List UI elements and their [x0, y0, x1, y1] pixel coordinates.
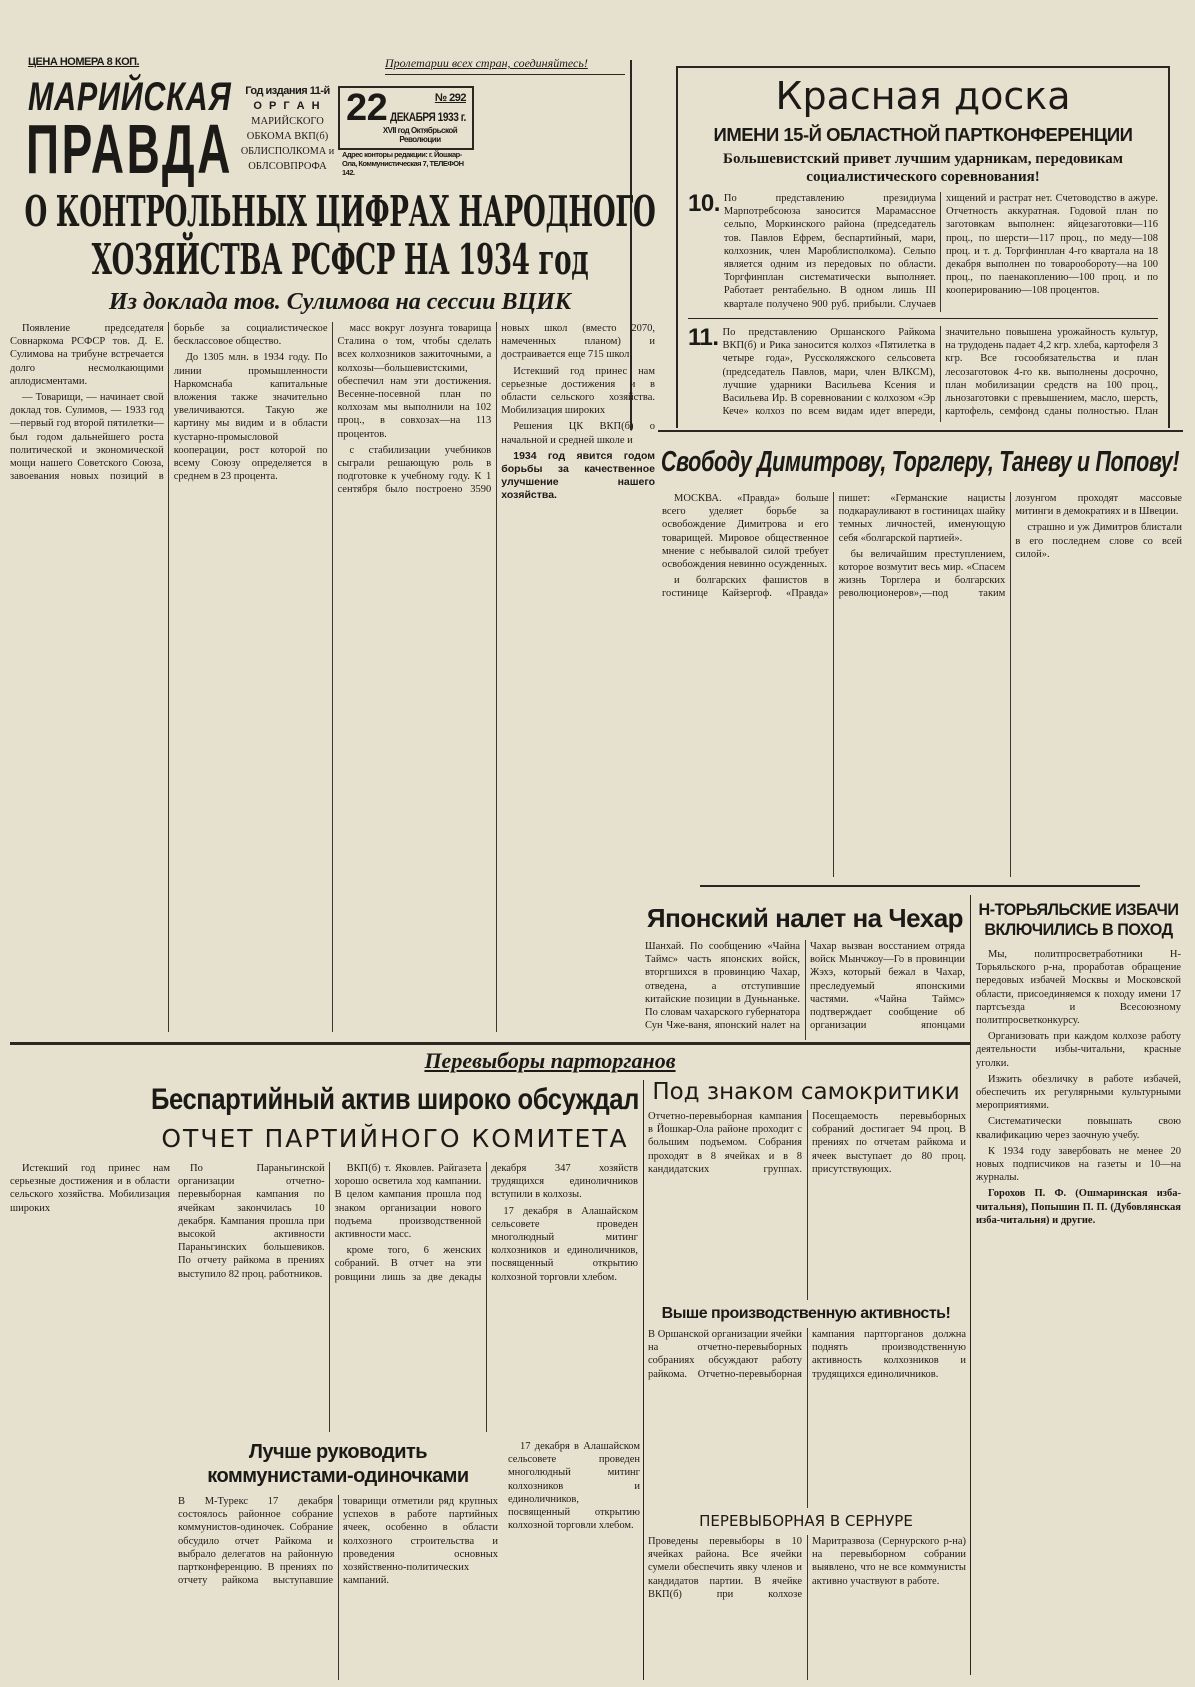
sernur-headline: ПЕРЕВЫБОРНАЯ В СЕРНУРЕ: [699, 1512, 913, 1530]
organ-line: ОБКОМА ВКП(б): [246, 131, 329, 142]
organ-line: МАРИЙСКОГО: [251, 116, 324, 127]
divider: [658, 430, 1183, 432]
red-board-greeting: Большевистский привет лучшим ударникам, передовикам социалистического соревнования!: [723, 151, 1123, 185]
self-criticism-headline: Под знаком самокритики: [652, 1079, 960, 1105]
publisher-block: [240, 84, 335, 174]
aktiv-left-column: [10, 1162, 170, 1677]
dimitrov-headline: Свободу Димитрову, Торглеру, Таневу и Попову!: [660, 446, 1180, 478]
toryal-body: [976, 948, 1181, 1678]
dimitrov-body: [662, 492, 1182, 877]
organ-line: ОБЛИСПОЛКОМА и: [240, 146, 335, 157]
paragraph: Горохов П. Ф. (Ошмаринская изба-читальня), Попышин П. П. (Дубовлянская изба-читальня) и другие.: [976, 1188, 1181, 1226]
paragraph: с стабилизации учебников сыграли решающую роль в подготовке к учебному году. К 1 сентября было построено 3590 новых школ (вместо 2070, намеченных планом) и достраивается еще 715 школ.: [337, 323, 655, 496]
item-text: По представлению президиума Марпотребсоюза заносится Марамассное сельпо, Моркинского района (председатель тов. Павлов Ефрем, беспартийный, мари, колхозник, член Мароблисполкома). Сельпо является одним из передовых по области. Торгфинплан систематически выполняет. Работает рентабельно. В одном лишь III квартале получено 900 руб. прибыли. Случаев хищений и растрат нет. Счетоводство в ажуре. Отчетность аккуратная. Годовой план по заготовкам выполнен: яйцезаготовки—116 проц., по шерсти—117 проц., по меду—108 проц. и т. д. Торгфинплан 4-го квартала на 18 декабря выполнен по товарообороту—на 100 проц., по паенакоплению—100 проц. и по кооперированию—108 процентов.: [723, 193, 1158, 310]
aktiv-body: [178, 1162, 638, 1432]
price-label: ЦЕНА НОМЕРА 8 КОП.: [28, 56, 140, 68]
date-month: ДЕКАБРЯ 1933 г.: [390, 110, 466, 124]
divider: [970, 895, 971, 1675]
paragraph: ВКП(б) т. Яковлев. Райгазета хорошо осветила ход кампании. В целом кампания прошла под знаком организации нового подъема производственной активности масс.: [334, 1163, 482, 1241]
reelections-rubric: Перевыборы парторганов: [424, 1048, 676, 1073]
paragraph: кроме того, 6 женских собраний. В отчет на эти ровщини лишь за две декады декабря 347 хозяйств трудящихся единоличников вступили в колхозы.: [334, 1163, 638, 1283]
item-text: По представлению Оршанского Райкома ВКП(б) и Рика заносится колхоз «Пятилетка в четыре года», Руссколяжского сельсовета (председатель Павлов, мари, член ВЛКСМ), лучшие ударники Васильева Ксения и Васильева Ир. В соревновании с колхозом «Эр Кече» колхоз по всем видам идет впереди, значительно повышена урожайность культур, на трудодень падает 4,2 кгр. хлеба, картофеля 3 кгр. Все госообязательства и план лесозаготовок 4-го кв. выполнены досрочно, план мобилизации средств на 100 проц., льнозаготовки с превышением, масло, шерсть, картофель, семфонд сданы полностью. План: [722, 327, 1158, 418]
paragraph: страшно и уж Димитров блистали в его последнем слове со всей силой».: [1015, 522, 1182, 560]
paragraph: Систематически повышать свою квалификацию через заочную учебу.: [976, 1116, 1181, 1141]
masthead-title-top: МАРИЙСКАЯ: [28, 75, 232, 119]
higher-activity-body: В Оршанской организации ячейки на отчетно-перевыборных собраниях обсуждают работу райкома. Отчетно-перевыборная кампания партгорганов должна поднять производственную активность колхозников и трудящихся единоличников.: [648, 1329, 966, 1380]
paragraph: Организовать при каждом колхозе работу деятельности избы-читальни, красные уголки.: [976, 1031, 1181, 1069]
organ-line: ОБЛСОВПРОФА: [248, 161, 327, 172]
date-day: 22: [346, 87, 388, 129]
divider: [385, 74, 625, 75]
paragraph: — Товарищи, — начинает свой доклад тов. Сулимов, — 1933 год—первый год второй пятилетки—был годом дальнейшего роста политической и экономической мощи нашего Советского Союза, завоевания новых позиций в борьбе за социалистическое бесклассовое общество.: [10, 323, 328, 483]
red-board-title: Красная доска: [775, 74, 1071, 118]
paragraph: 1934 год явится годом борьбы за качественное улучшение нашего хозяйства.: [501, 449, 655, 502]
main-headline: О КОНТРОЛЬНЫХ ЦИФРАХ НАРОДНОГО ХОЗЯЙСТВА РСФСР НА 1934 год: [24, 187, 656, 284]
paragraph: МОСКВА. «Правда» больше всего уделяет борьбе за освобождение Димитрова и его товарищей. Мировое общественное мнение с небывалой силой требует освобождения невинно осужденных.: [662, 493, 829, 571]
paragraph: Мы, политпросветработники Н-Торьяльского р-на, проработав обращение передовых избачей Москвы и Московской области, присоединяемся к походу имени 17 партсъезда и Всесоюзному политпросветконкурсу.: [976, 949, 1181, 1027]
issue-number: № 292: [434, 92, 466, 104]
paragraph: По Параньгинской организации отчетно-перевыборная кампания по ячейкам закончилась 10 декабря. Кампания прошла при высокой активности Параньгинских большевиков. По отчету райкома в прениях выступило 82 проц. работников.: [178, 1163, 325, 1280]
red-board-subtitle: ИМЕНИ 15-Й ОБЛАСТНОЙ ПАРТКОНФЕРЕНЦИИ: [713, 124, 1133, 145]
item-number: 10.: [688, 190, 720, 217]
red-board-box: [676, 66, 1170, 428]
main-article-body: [10, 322, 655, 1032]
paragraph: Истекший год принес нам серьезные достижения и в области сельского хозяйства. Мобилизация широких: [10, 1163, 170, 1214]
aktiv-subheadline: ОТЧЕТ ПАРТИЙНОГО КОМИТЕТА: [161, 1124, 629, 1153]
date-box: [338, 86, 474, 150]
divider: [643, 1080, 644, 1680]
paragraph: До 1305 млн. в 1934 году. По линии промышленности Наркомснаба капитальные вложения также значительно увеличиваются. Такую же картину мы видим и в области кустарно-промысловой кооперации, рост которой по всему Союзу определяется в среднем в 23 процента.: [173, 352, 328, 483]
red-board-item-11: [688, 326, 1158, 422]
red-board-item-10: [688, 192, 1158, 312]
japan-headline: Японский налет на Чехар: [646, 903, 964, 933]
divider: [688, 318, 1158, 319]
edition-year: Год издания 11-й: [245, 85, 330, 97]
divider: [700, 885, 1140, 887]
paragraph: 17 декабря в Алашайском сельсовете проведен многолюдный митинг колхозников и единоличников, посвященный открытию колхозной торговли хлебом.: [508, 1441, 640, 1532]
address: Адрес конторы редакции: г. Йошкар-Ола, Коммунистическая 7, ТЕЛЕФОН 142.: [342, 150, 464, 177]
paragraph: масс вокруг лозунга товарища Сталина о том, чтобы сделать всех колхозников зажиточными, а колхозы—большевистскими, обеспечил нам эти достижения. Весенне-посевной план по колхозам мы выполнили на 102 проц., в совхозах—на 113 процентов.: [337, 323, 492, 440]
revolution-year: XVII год Октябрьской Революции: [382, 126, 458, 144]
main-subtitle: Из доклада тов. Сулимова на сессии ВЦИК: [108, 289, 572, 315]
item-number: 11.: [688, 324, 719, 351]
paragraph: К 1934 году завербовать не менее 20 новых подписчиков на газеты и 10—на журналы.: [976, 1145, 1181, 1184]
leader-headline: Лучше руководить коммунистами-одиночками: [207, 1441, 469, 1487]
leader-body: В М-Турекс 17 декабря состоялось районное собрание коммунистов-одиночек. Собрание обсудило отчет Райкома и выбрало делегатов на районную партконференцию. В прениях по отчету райкома выступавшие товарищи отметили ряд крупных успехов в работе партийных ячеек, особенно в области колхозного строительства и проведения основных хозяйственно-политических кампаний.: [178, 1496, 498, 1587]
paragraph: Решения ЦК ВКП(б) о начальной и средней школе и: [501, 421, 655, 446]
paragraph: 17 декабря в Алашайском сельсовете проведен многолюдный митинг колхозников и единоличников, посвященный открытию колхозной торговли хлебом.: [491, 1205, 638, 1283]
masthead-title-bottom: ПРАВДА: [26, 110, 233, 188]
sernur-body: Проведены перевыборы в 10 ячейках района. Все ячейки сумели обеспечить явку членов и кандидатов партии. В ячейке ВКП(б) при колхозе Маритразвоза (Сернурского р-на) на перевыборном собрании выявлено, что не все коммунисты активно участвуют в работе.: [648, 1536, 966, 1600]
aktiv-headline: Беспартийный актив широко обсуждал: [151, 1083, 639, 1116]
paragraph: и болгарских фашистов в гостинице Кайзергоф. «Правда» пишет: «Германские нацисты подкарауливают в гостиницах шайку темных личностей, именующую себя «болгарской партией».: [662, 493, 1006, 600]
organ-label: О Р Г А Н: [253, 100, 322, 112]
self-criticism-body: Отчетно-перевыборная кампания в Йошкар-Ола районе проходит с большим подъемом. Собрания проходят в 8 ячейках и в 8 кандидатских группах. Посещаемость перевыборных собраний достигает 94 проц. В прениях по отчетам райкома и ячеек выступает до 80 проц. присутствующих.: [648, 1111, 966, 1175]
slogan: Пролетарии всех стран, соединяйтесь!: [385, 56, 588, 70]
paragraph: Истекший год принес нам серьезные достижения и в области сельского хозяйства. Мобилизация широких: [501, 365, 655, 417]
higher-activity-headline: Выше производственную активность!: [661, 1305, 951, 1322]
paragraph: Появление председателя Совнаркома РСФСР тов. Д. Е. Сулимова на трибуне встречается долго несмолкающими аплодисментами.: [10, 323, 164, 387]
aktiv-continued: [508, 1440, 640, 1680]
divider: [10, 1042, 970, 1045]
paragraph: Изжить обезличку в работе избачей, обеспечить их регулярными культурными мероприятиями.: [976, 1073, 1181, 1112]
paragraph: бы величайшим преступлением, которое возмутит весь мир. «Спасем жизнь Торглера и болгарских революционеров»,—под таким лозунгом проходят массовые митинги в демократиях и в Швеции.: [838, 493, 1182, 600]
japan-body: Шанхай. По сообщению «Чайна Таймс» часть японских войск, вторгшихся в провинцию Чахар, отведена, а отступившие китайские позиции в Дуньнаньке. По словам чахарского губернатора Сун Чже-ваня, японский налет на Чахар вызван восстанием отряда войск Мынчжоу—Го в провинции Жэхэ, который бежал в Чахар, преследуемый японскими частями. «Чайна Таймс» подтверждает сообщение об организации японцами: [645, 941, 965, 1032]
toryal-headline: Н-ТОРЬЯЛЬСКИЕ ИЗБАЧИ ВКЛЮЧИЛИСЬ В ПОХОД: [978, 900, 1179, 939]
